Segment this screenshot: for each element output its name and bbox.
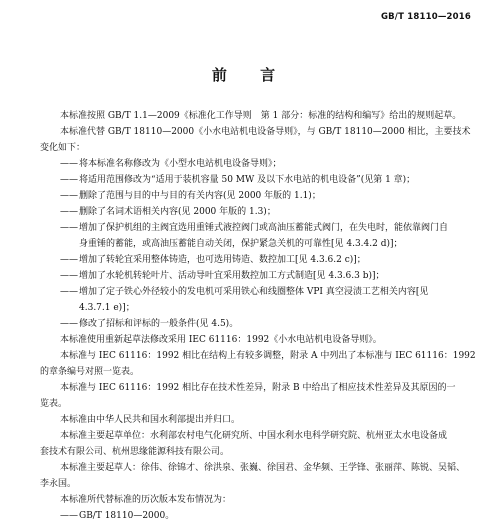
page-title: 前 言	[211, 66, 290, 84]
paragraph: 本标准所代替标准的历次版本发布情况为：	[60, 495, 232, 505]
list-item: ——增加了水轮机转轮叶片、活动导叶宜采用数控加工方式制造[见 4.3.6.3 b)]；	[60, 271, 385, 281]
list-item: ——修改了招标和评标的一般条件(见 4.5)。	[60, 319, 239, 329]
paragraph-continuation: 李永国。	[40, 479, 77, 489]
list-item: ——增加了保护机组的主阀宜选用重锤式液控阀门或高油压蓄能式阀门，在失电时，能依靠阀门自	[60, 223, 449, 233]
paragraph: 本标准使用重新起草法修改采用 IEC 61116：1992《小水电站机电设备导则》。	[60, 335, 382, 345]
list-item: ——将适用范围修改为“适用于装机容量 50 MW 及以下水电站的机电设备”(见第 1 章)；	[60, 175, 416, 185]
paragraph-continuation: 的章条编号对照一览表。	[40, 367, 140, 377]
paragraph: 本标准主要起草人：徐伟、徐锦才、徐洪泉、张巍、徐国君、金华频、王学锋、张丽萍、陈锐、吴韬、	[60, 463, 466, 473]
paragraph: 本标准主要起草单位：水利部农村电气化研究所、中国水利水电科学研究院、杭州亚太水电设备成	[60, 431, 448, 441]
list-item: ——删除了名词术语相关内容(见 2000 年版的 1.3)；	[60, 207, 276, 217]
list-item: ——增加了定子铁心外径较小的发电机可采用铁心和线圈整体 VPI 真空浸渍工艺相关内容[见	[60, 287, 429, 297]
paragraph-continuation: 变化如下：	[40, 143, 86, 153]
paragraph-continuation: 览表。	[40, 399, 68, 409]
list-item: ——GB/T 18110—2000。	[60, 511, 175, 521]
list-item-continuation: 身重锤的蓄能，或高油压蓄能自动关闭，保护紧急关机的可靠性[见 4.3.4.2 d)]；	[79, 239, 403, 249]
paragraph: 本标准与 IEC 61116：1992 相比存在技术性差异，附录 B 中给出了相应技术性差异及其原因的一	[60, 383, 456, 393]
list-item: ——删除了范围与目的中与目的有关内容(见 2000 年版的 1.1)；	[60, 191, 321, 201]
list-item: ——将本标准名称修改为《小型水电站机电设备导则》；	[60, 159, 282, 169]
paragraph: 本标准由中华人民共和国水利部提出并归口。	[60, 415, 241, 425]
standard-number: GB/T 18110—2016	[380, 12, 471, 22]
foreword-body	[40, 108, 474, 524]
list-item: ——增加了转轮宜采用整体铸造，也可选用铸造、数控加工[见 4.3.6.2 c)]；	[60, 255, 366, 265]
paragraph-continuation: 套技术有限公司、杭州思缘能源科技有限公司。	[40, 447, 230, 457]
paragraph: 本标准按照 GB/T 1.1—2009《标准化工作导则 第 1 部分：标准的结构和编写》给出的规则起草。	[60, 111, 462, 121]
paragraph: 本标准与 IEC 61116：1992 相比在结构上有较多调整，附录 A 中列出了本标准与 IEC 61116：1992	[60, 351, 476, 361]
paragraph: 本标准代替 GB/T 18110—2000《小水电站机电设备导则》，与 GB/T 18110—2000 相比，主要技术	[60, 127, 471, 137]
list-item-continuation: 4.3.7.1 e)]；	[79, 303, 135, 313]
